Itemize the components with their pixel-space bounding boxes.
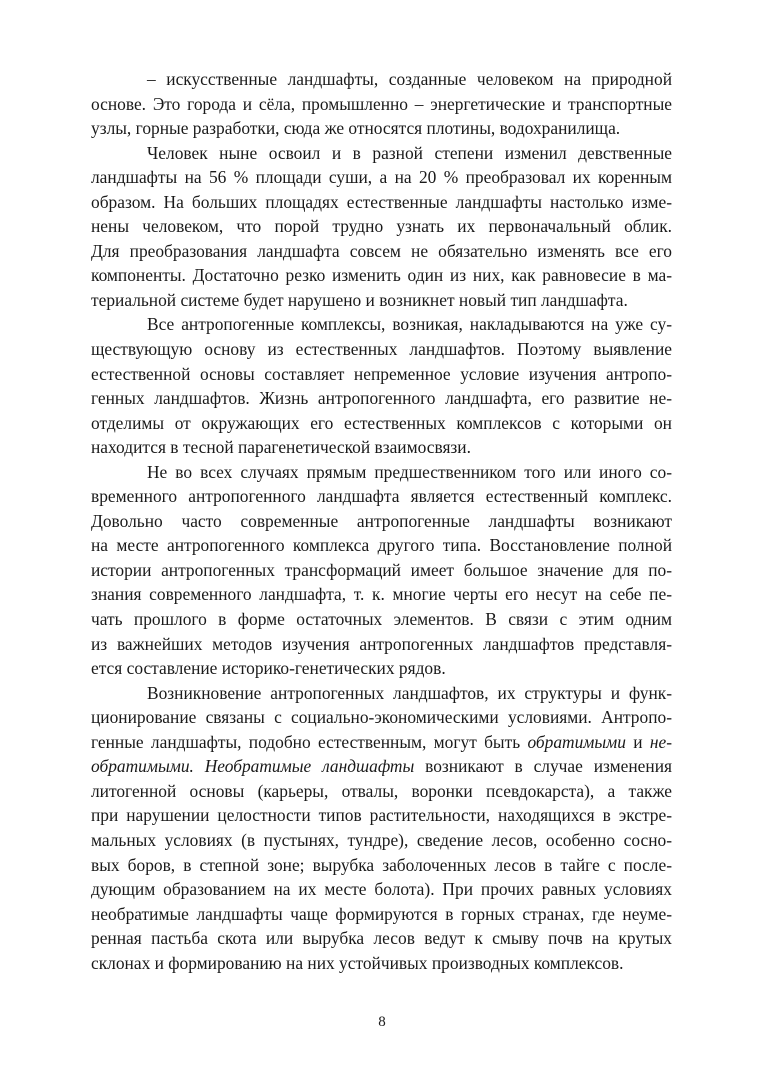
- text-line: мальных условиях (в пустынях, тундре), сведение лесов, особенно сосно-: [91, 829, 672, 850]
- text-line: естественной основы составляет непременное условие изучения антропо-: [91, 363, 672, 384]
- text-line: – искусственные ландшафты, созданные человеком на природной: [147, 69, 672, 89]
- page-body: [91, 67, 672, 975]
- text-line: отделимы от окружающих его естественных комплексов с которыми он: [91, 412, 672, 433]
- text-line: вых боров, в степной зоне; вырубка заболоченных лесов в тайге с после-: [91, 854, 672, 875]
- text-line: Возникновение антропогенных ландшафтов, их структуры и функ-: [147, 682, 672, 703]
- text-line: склонах и формированию на них устойчивых производных комплексов.: [91, 952, 624, 973]
- text-line: дующим образованием на их месте болота). При прочих равных условиях: [91, 879, 672, 900]
- text-line: истории антропогенных трансформаций имеет большое значение для по-: [91, 559, 672, 580]
- text-line: [91, 754, 672, 779]
- text-span: и: [625, 731, 650, 752]
- text-line: необратимые ландшафты чаще формируются в горных странах, где неуме-: [91, 903, 672, 924]
- text-span: возникают в случае изменения: [414, 756, 672, 777]
- text-line: образом. На больших площадях естественные ландшафты настолько изме-: [91, 191, 672, 212]
- text-line: при нарушении целостности типов растительности, находящихся в экстре-: [91, 805, 672, 826]
- italic-term: обратимыми. Необратимые ландшафты: [91, 756, 415, 777]
- text-line: временного антропогенного ландшафта является естественный комплекс.: [91, 486, 672, 507]
- text-line: чать прошлого в форме остаточных элементов. В связи с этим одним: [91, 609, 672, 630]
- text-line: териальной системе будет нарушено и возникнет новый тип ландшафта.: [91, 289, 628, 310]
- text-line: Все антропогенные комплексы, возникая, накладываются на уже су-: [147, 314, 672, 335]
- text-line: Человек ныне освоил и в разной степени изменил девственные: [147, 142, 672, 163]
- text-line: нены человеком, что порой трудно узнать их первоначальный облик.: [91, 216, 672, 237]
- text-line: основе. Это города и сёла, промышленно – энергетические и транспортные: [91, 93, 672, 114]
- text-line: ландшафты на 56 % площади суши, а на 20 % преобразовал их коренным: [91, 167, 672, 188]
- text-line: узлы, горные разработки, сюда же относятся плотины, водохранилища.: [91, 118, 621, 139]
- text-line: ществующую основу из естественных ландшафтов. Поэтому выявление: [91, 339, 672, 360]
- text-line: ется составление историко-генетических рядов.: [91, 658, 446, 679]
- text-line: на месте антропогенного комплекса другого типа. Восстановление полной: [91, 535, 672, 556]
- text-line: [91, 730, 672, 755]
- text-line: из важнейших методов изучения антропогенных ландшафтов представля-: [91, 633, 672, 654]
- page-number: 8: [378, 1014, 386, 1030]
- text-line: Не во всех случаях прямым предшественником того или иного со-: [147, 461, 672, 482]
- italic-term: не-: [649, 731, 672, 752]
- text-line: ренная пастьба скота или вырубка лесов ведут к смыву почв на крутых: [91, 928, 672, 949]
- text-line: литогенной основы (карьеры, отвалы, воронки псевдокарста), а также: [91, 780, 672, 801]
- text-line: компоненты. Достаточно резко изменить один из них, как равновесие в ма-: [91, 265, 672, 286]
- text-line: Довольно часто современные антропогенные ландшафты возникают: [91, 510, 672, 531]
- text-span: генные ландшафты, подобно естественным, могут быть: [91, 731, 528, 752]
- italic-term: обратимыми: [527, 731, 626, 752]
- text-line: ционирование связаны с социально-экономическими условиями. Антропо-: [91, 707, 672, 728]
- text-line: знания современного ландшафта, т. к. многие черты его несут на себе пе-: [91, 584, 672, 605]
- text-line: находится в тесной парагенетической взаимосвязи.: [91, 437, 471, 458]
- text-line: Для преобразования ландшафта совсем не обязательно изменять все его: [91, 240, 672, 261]
- text-line: генных ландшафтов. Жизнь антропогенного ландшафта, его развитие не-: [91, 388, 672, 409]
